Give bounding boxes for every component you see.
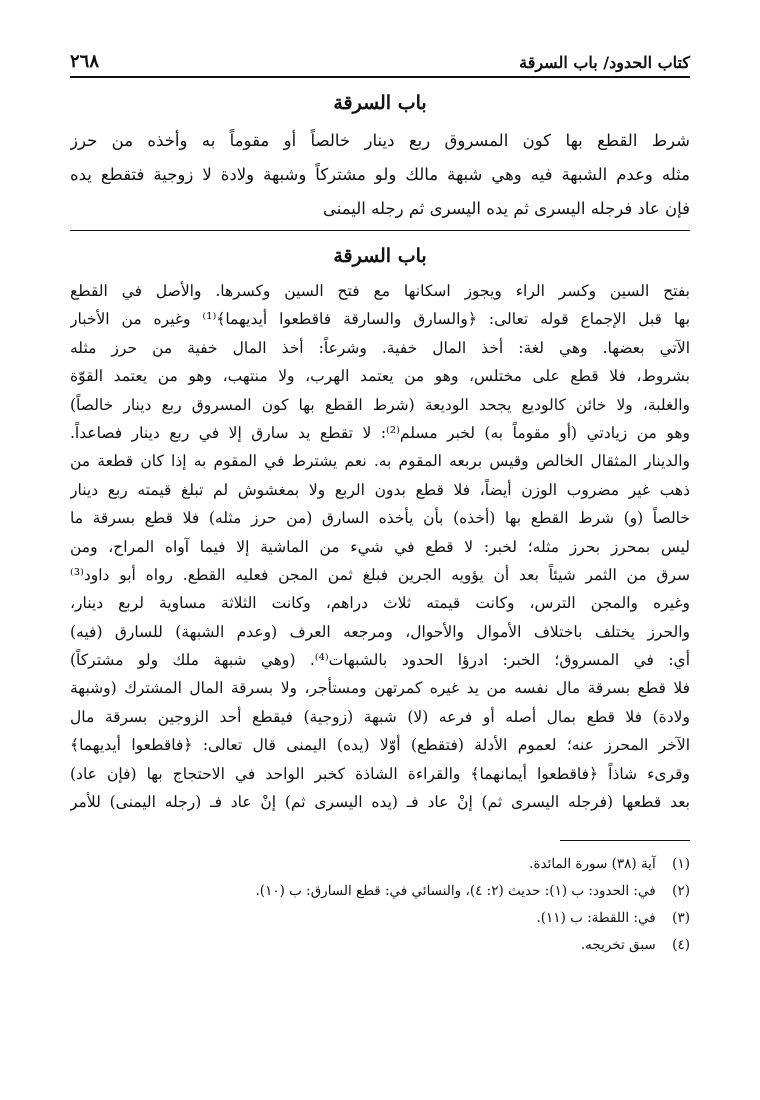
sharh-line: فلا قطع بسرقة مال نفسه من يد غيره كمرتهن ومستأجر، ولا بسرقة المال المشترك (وشبهة xyxy=(70,679,690,698)
matn-line: مثله وعدم الشبهة فيه وهي شبهة مالك ولو مشتركاً وشبهة ولادة لا زوجية فتقطع يده xyxy=(70,165,690,184)
sharh-heading: باب السرقة xyxy=(333,245,427,267)
footnote-number: (١) xyxy=(672,856,690,873)
footnote-text: آية (٣٨) سورة المائدة. xyxy=(529,856,656,873)
sharh-line: الآخر المحرز عنه؛ لعموم الأدلة (فتقطع) أوّلا (يده) اليمنى قال تعالى: ﴿فاقطعوا أيديهما﴾ xyxy=(70,736,690,755)
sharh-line: سرق من الثمر شيئاً بعد أن يؤويه الجرين فبلغ ثمن المجن فعليه القطع. رواه أبو داود⁽³⁾ xyxy=(70,565,690,584)
running-head xyxy=(70,44,690,72)
sharh-line: والحرز يختلف باختلاف الأموال والأحوال، ومرجعه العرف (وعدم الشبهة) للسارق (فيه) xyxy=(70,622,690,641)
sharh-line: بعد قطعها (فرجله اليسرى ثم) إنْ عاد فـ (يده اليسرى ثم) إنْ عاد فـ (رجله اليمنى) للأمر xyxy=(70,793,690,812)
matn-heading: باب السرقة xyxy=(333,92,427,114)
sharh-line: والدينار المثقال الخالص وقيس بربعه المقوم به. نعم يشترط في المقوم به إذا كان قطعة من xyxy=(70,452,690,471)
footnotes xyxy=(70,851,690,959)
sharh-line: بشروط، فلا قطع على مختلس، وهو من يعتمد الهرب، ولا منتهب، وهو من يعتمد القوّة xyxy=(70,367,690,386)
sharh-text xyxy=(70,277,690,816)
sharh-line: بفتح السين وكسر الراء ويجوز اسكانها مع فتح السين وكسرها. والأصل في القطع xyxy=(70,282,690,300)
book-title: كتاب الحدود/ باب السرقة xyxy=(519,53,690,72)
footnote-number: (٤) xyxy=(672,937,690,954)
footnote xyxy=(70,932,690,959)
matn-text xyxy=(70,124,690,226)
sharh-line: ليس بمحرز بحرز مثله؛ لخبر: لا قطع في شيء من الماشية إلا فيما آواه المراح، ومن xyxy=(70,537,690,556)
footnote-text: في: اللقطة: ب (١١). xyxy=(536,910,656,927)
sharh-line: وغيره والمجن الترس، وكانت قيمته ثلاث دراهم، وكانت الثلاثة مساوية لربع دينار، xyxy=(70,594,690,613)
matn-line: شرط القطع بها كون المسروق ربع دينار خالصاً أو مقوماً به وأخذه من حرز xyxy=(70,131,690,150)
sharh-line: ولادة) فلا قطع بمال أصله أو فرعه (لا) شبهة (زوجية) فيقطع أحد الزوجين بسرقة مال xyxy=(70,707,690,726)
footnote xyxy=(70,905,690,932)
sharh-line: والغلبة، ولا خائن كالوديع يجحد الوديعة (شرط القطع بها كون المسروق ربع دينار خالصاً) xyxy=(70,395,690,414)
sharh-line: أي: في المسروق؛ الخبر: ادرؤا الحدود بالشبهات⁽⁴⁾. (وهي شبهة ملك ولو مشتركاً) xyxy=(70,651,690,670)
footnote xyxy=(70,851,690,878)
footnote-text: سبق تخريجه. xyxy=(580,937,656,954)
matn-line: فإن عاد فرجله اليسرى ثم يده اليسرى ثم رجله اليمنى xyxy=(323,199,690,218)
sharh-line: خالصاً (و) شرط القطع بها (أخذه) بأن يأخذه السارق (من حرز مثله) فلا قطع بسرقة ما xyxy=(70,509,690,528)
header-rule xyxy=(70,76,690,78)
footnote-number: (٣) xyxy=(672,910,690,927)
book-page xyxy=(70,44,690,959)
page-number: ٢٦٨ xyxy=(70,51,100,72)
footnote-rule xyxy=(560,840,690,841)
footnote-text: في: الحدود: ب (١): حديث (٢: ٤)، والنسائي في: قطع السارق: ب (١٠). xyxy=(255,883,656,900)
section-divider xyxy=(70,230,690,231)
sharh-line: الآتي بعضها. وهي لغة: أخذ المال خفية. وشرعاً: أخذ المال خفية من حرز مثله xyxy=(70,338,690,357)
sharh-line: بها قبل الإجماع قوله تعالى: ﴿والسارق والسارقة فاقطعوا أيديهما﴾⁽¹⁾ وغيره من الأخبار xyxy=(70,310,690,329)
sharh-line: وقرىء شاذاً ﴿فاقطعوا أيمانهما﴾ والقراءة الشاذة كخبر الواحد في الاحتجاج بها (فإن عاد) xyxy=(70,764,690,783)
sharh-line: ذهب غير مضروب الوزن أيضاً، فلا قطع بدون الربع ولا بمغشوش لم تبلغ قيمته ربع دينار xyxy=(70,480,690,499)
sharh-line: وهو من زيادتي (أو مقوماً به) لخبر مسلم⁽²⁾: لا تقطع يد سارق إلا في ربع دينار فصاعداً. xyxy=(70,423,690,442)
footnote-number: (٢) xyxy=(672,883,690,900)
footnote xyxy=(70,878,690,905)
